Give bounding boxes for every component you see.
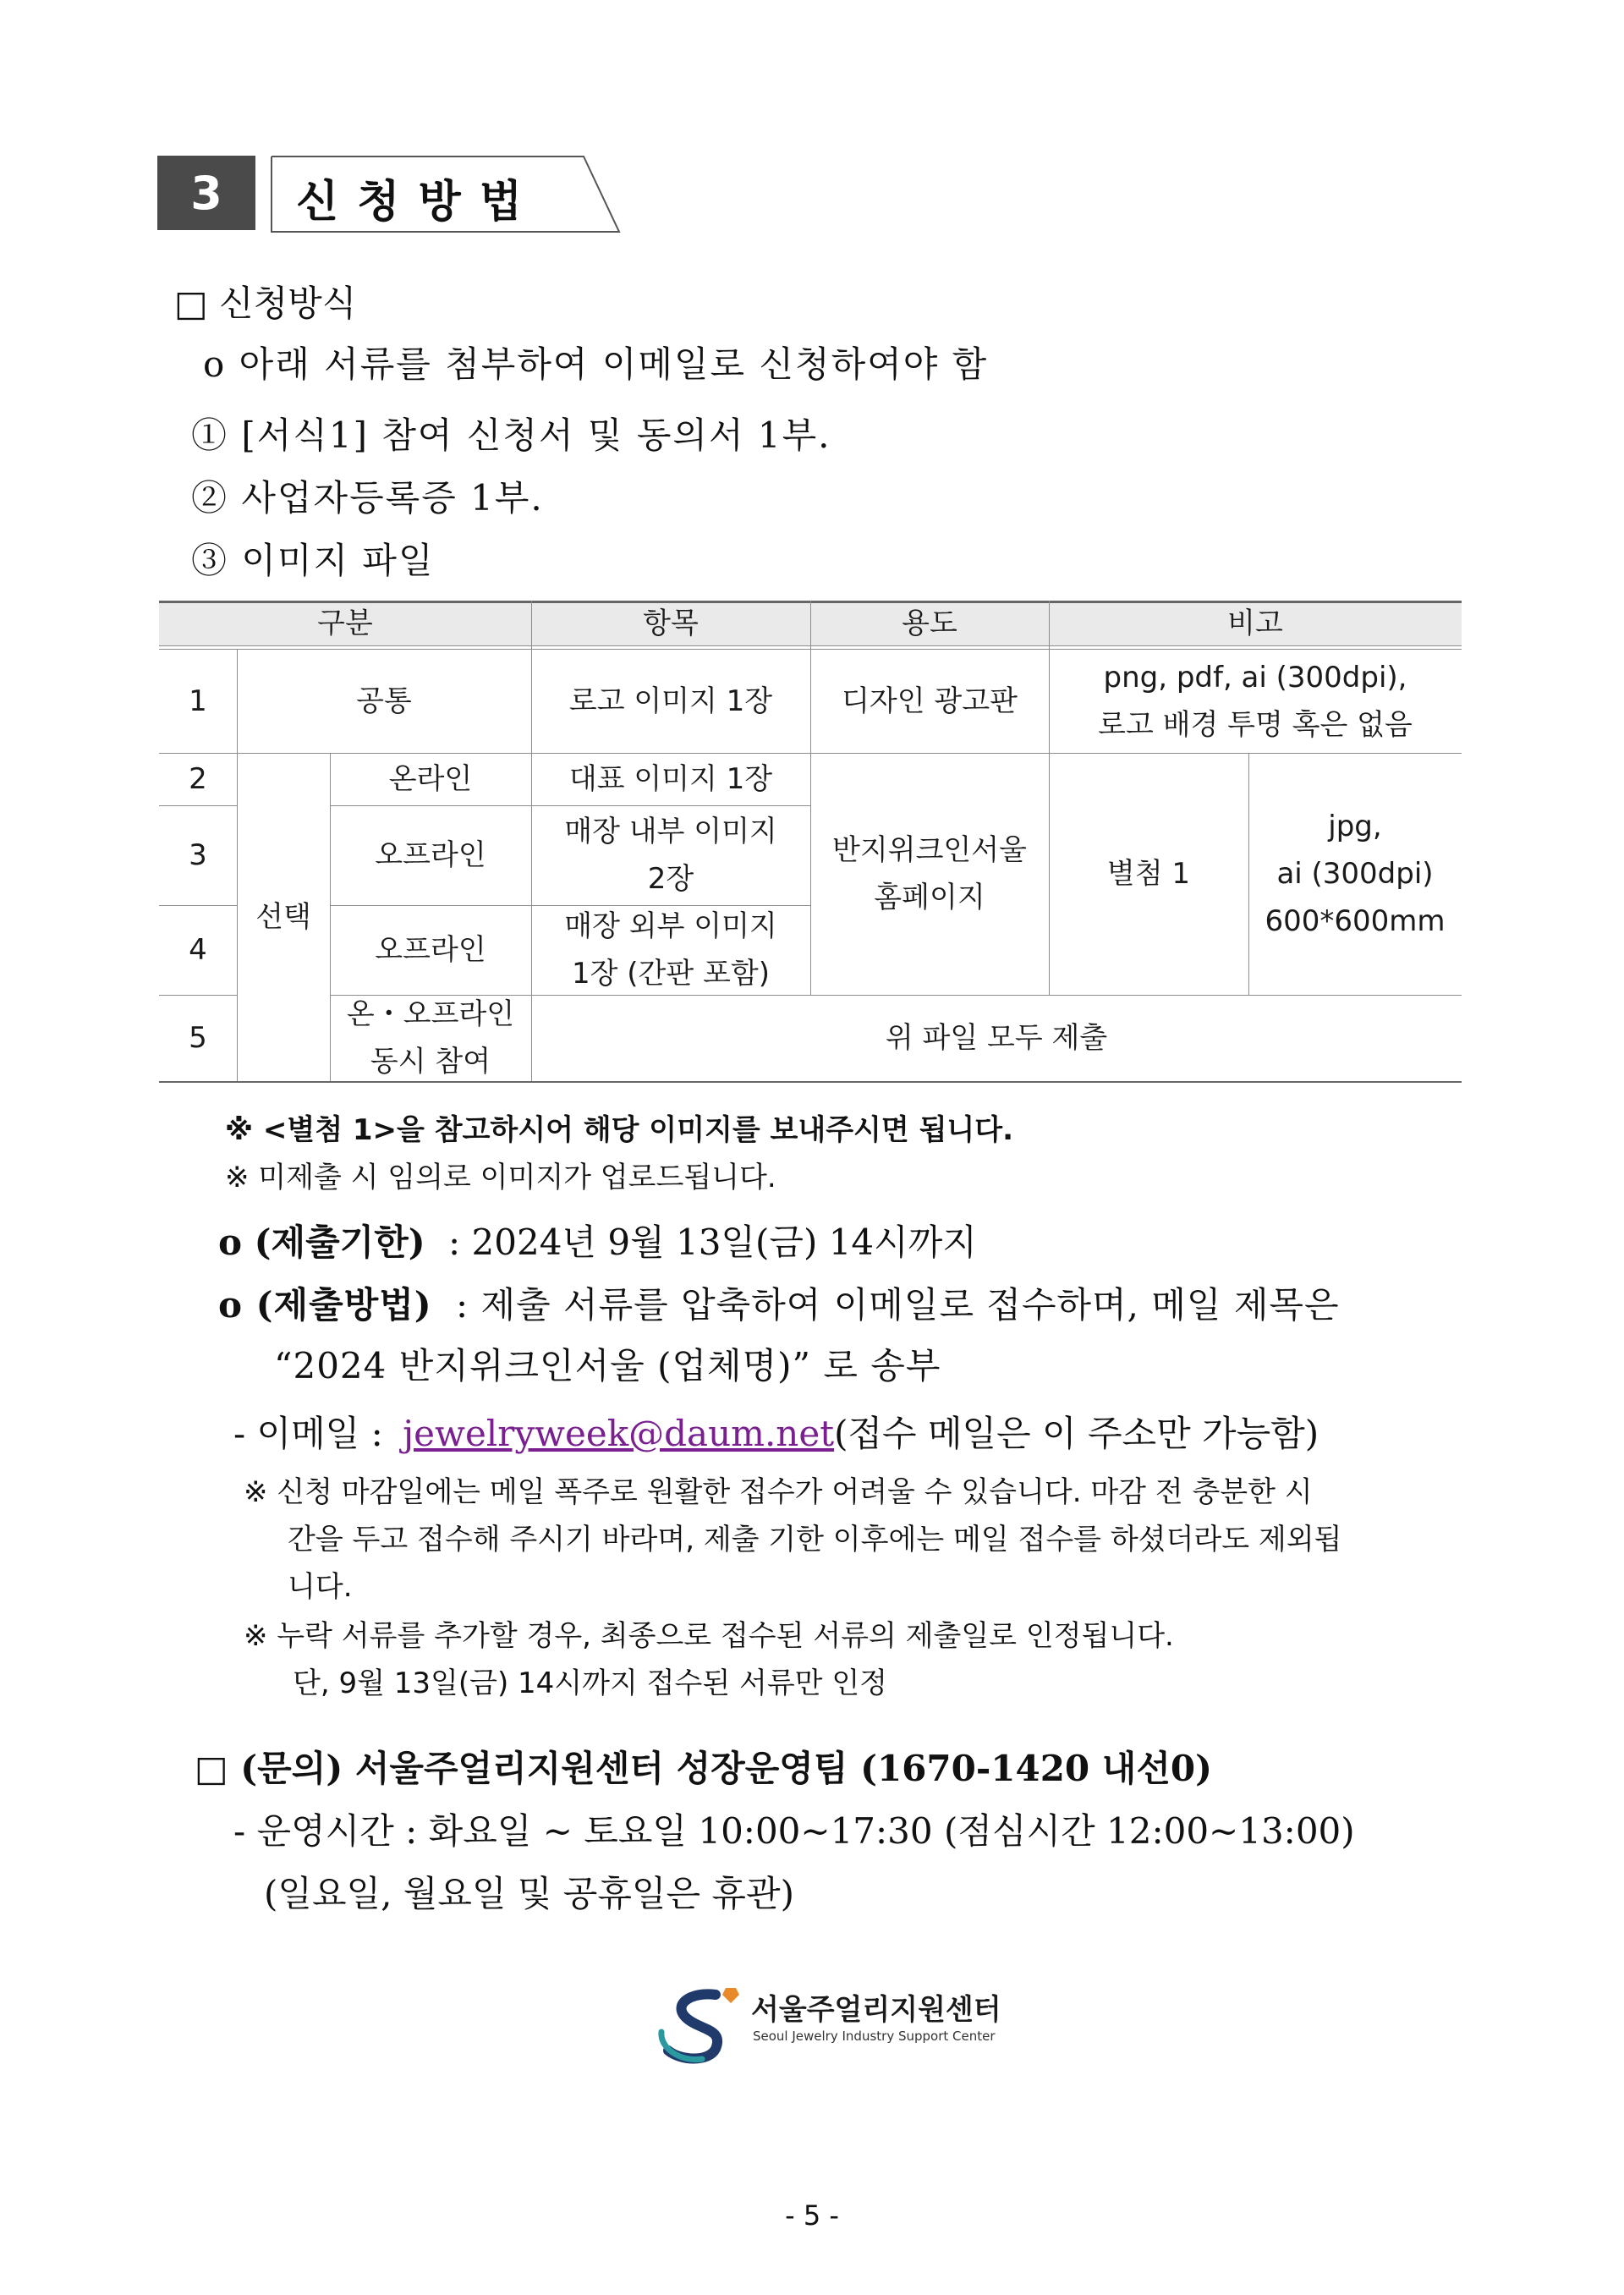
row2-num: 2 bbox=[189, 762, 207, 796]
table-col-line bbox=[1049, 601, 1050, 995]
row2-sub: 온라인 bbox=[388, 762, 473, 796]
spec-cell: jpg, ai (300dpi) 600*600mm bbox=[1265, 810, 1446, 938]
row5-sub: 온・오프라인 동시 참여 bbox=[346, 997, 515, 1079]
warning-2-line-1: ※ 누락 서류를 추가할 경우, 최종으로 접수된 서류의 제출일로 인정됩니다. bbox=[244, 1619, 1174, 1653]
section-number: 3 bbox=[157, 156, 255, 230]
method-text: : 제출 서류를 압축하여 이메일로 접수하며, 메일 제목은 bbox=[456, 1284, 1340, 1326]
table-col-line bbox=[810, 601, 811, 995]
row5-span: 위 파일 모두 제출 bbox=[885, 1021, 1108, 1055]
warning-1-line-3: 니다. bbox=[288, 1570, 353, 1604]
warning-2-line-2: 단, 9월 13일(금) 14시까지 접수된 서류만 인정 bbox=[293, 1666, 888, 1700]
email-link[interactable]: jewelryweek@daum.net bbox=[403, 1413, 835, 1454]
th-item: 항목 bbox=[643, 607, 699, 640]
page-number: - 5 - bbox=[785, 2199, 839, 2232]
inquiry-closed: (일요일, 월요일 및 공휴일은 휴관) bbox=[264, 1873, 794, 1914]
row1-note: png, pdf, ai (300dpi), 로고 배경 투명 혹은 없음 bbox=[1098, 661, 1413, 742]
attach-cell: 별첨 1 bbox=[1106, 857, 1191, 891]
section-title: 신청방법 bbox=[296, 177, 540, 228]
logo-name-ko: 서울주얼리지원센터 bbox=[751, 1993, 1001, 2027]
row5-num: 5 bbox=[189, 1021, 207, 1055]
center-logo bbox=[656, 1979, 1001, 2064]
row3-sub: 오프라인 bbox=[375, 838, 486, 872]
email-prefix: - 이메일 : bbox=[233, 1413, 383, 1454]
th-use: 용도 bbox=[902, 607, 957, 640]
apply-item-3: ③ 이미지 파일 bbox=[191, 540, 435, 581]
email-line bbox=[233, 1406, 1319, 1457]
table-col-line bbox=[531, 601, 532, 1081]
deadline-text: : 2024년 9월 13일(금) 14시까지 bbox=[448, 1222, 977, 1263]
table-col-line bbox=[330, 753, 331, 1081]
inquiry-hours: - 운영시간 : 화요일 ~ 토요일 10:00~17:30 (점심시간 12:00~13:00) bbox=[233, 1810, 1355, 1852]
select-label: 선택 bbox=[255, 900, 311, 934]
apply-item-2: ② 사업자등록증 1부. bbox=[191, 477, 544, 519]
row3-num: 3 bbox=[189, 838, 207, 872]
table-row-line bbox=[330, 905, 810, 906]
logo-name-en: Seoul Jewelry Industry Support Center bbox=[753, 2029, 996, 2044]
th-note: 비고 bbox=[1227, 607, 1283, 640]
table-row-line bbox=[330, 805, 810, 806]
row4-item: 매장 외부 이미지 1장 (간판 포함) bbox=[564, 909, 777, 991]
row1-use: 디자인 광고판 bbox=[842, 684, 1018, 718]
row4-num: 4 bbox=[189, 933, 207, 967]
row1-num: 1 bbox=[189, 684, 207, 718]
warning-1-line-2: 간을 두고 접수해 주시기 바라며, 제출 기한 이후에는 메일 접수를 하셨더라도 제외됩 bbox=[288, 1523, 1342, 1557]
row1-item: 로고 이미지 1장 bbox=[568, 684, 773, 718]
deadline-line bbox=[218, 1215, 977, 1266]
apply-bullet: o 아래 서류를 첨부하여 이메일로 신청하여야 함 bbox=[203, 343, 989, 385]
table-col-line bbox=[237, 650, 238, 1081]
table-bottom-border bbox=[159, 1081, 1462, 1083]
warning-1-line-1: ※ 신청 마감일에는 메일 폭주로 원활한 접수가 어려울 수 있습니다. 마감 전 충분한 시 bbox=[244, 1475, 1313, 1509]
note-missing: ※ 미제출 시 임의로 이미지가 업로드됩니다. bbox=[225, 1161, 776, 1194]
table-row-line bbox=[159, 905, 237, 906]
row2-item: 대표 이미지 1장 bbox=[568, 762, 773, 796]
jewelry-s-logo-icon bbox=[656, 1979, 749, 2064]
note-attachment: ※ <별첨 1>을 참고하시어 해당 이미지를 보내주시면 됩니다. bbox=[225, 1113, 1014, 1147]
apply-item-1: ① [서식1] 참여 신청서 및 동의서 1부. bbox=[191, 415, 831, 456]
deadline-label: o (제출기한) bbox=[218, 1222, 425, 1263]
use-merged: 반지위크인서울 홈페이지 bbox=[832, 833, 1027, 914]
th-category: 구분 bbox=[317, 607, 373, 640]
table-row-line bbox=[330, 995, 1462, 996]
row3-item: 매장 내부 이미지 2장 bbox=[564, 815, 777, 896]
table-col-line bbox=[1248, 753, 1249, 995]
email-suffix: (접수 메일은 이 주소만 가능함) bbox=[834, 1413, 1320, 1454]
apply-heading: □ 신청방식 bbox=[174, 283, 357, 324]
method-label: o (제출방법) bbox=[218, 1284, 432, 1326]
method-line bbox=[218, 1277, 1340, 1328]
row1-category: 공통 bbox=[356, 684, 412, 718]
row4-sub: 오프라인 bbox=[375, 933, 486, 967]
inquiry-heading: □ (문의) 서울주얼리지원센터 성장운영팀 (1670-1420 내선0) bbox=[195, 1748, 1213, 1789]
table-row-line bbox=[159, 995, 237, 996]
method-text-2: “2024 반지위크인서울 (업체명)” 로 송부 bbox=[274, 1345, 941, 1386]
document-table bbox=[159, 601, 1462, 1083]
section-title-box bbox=[271, 156, 621, 232]
table-row-line bbox=[159, 805, 237, 806]
